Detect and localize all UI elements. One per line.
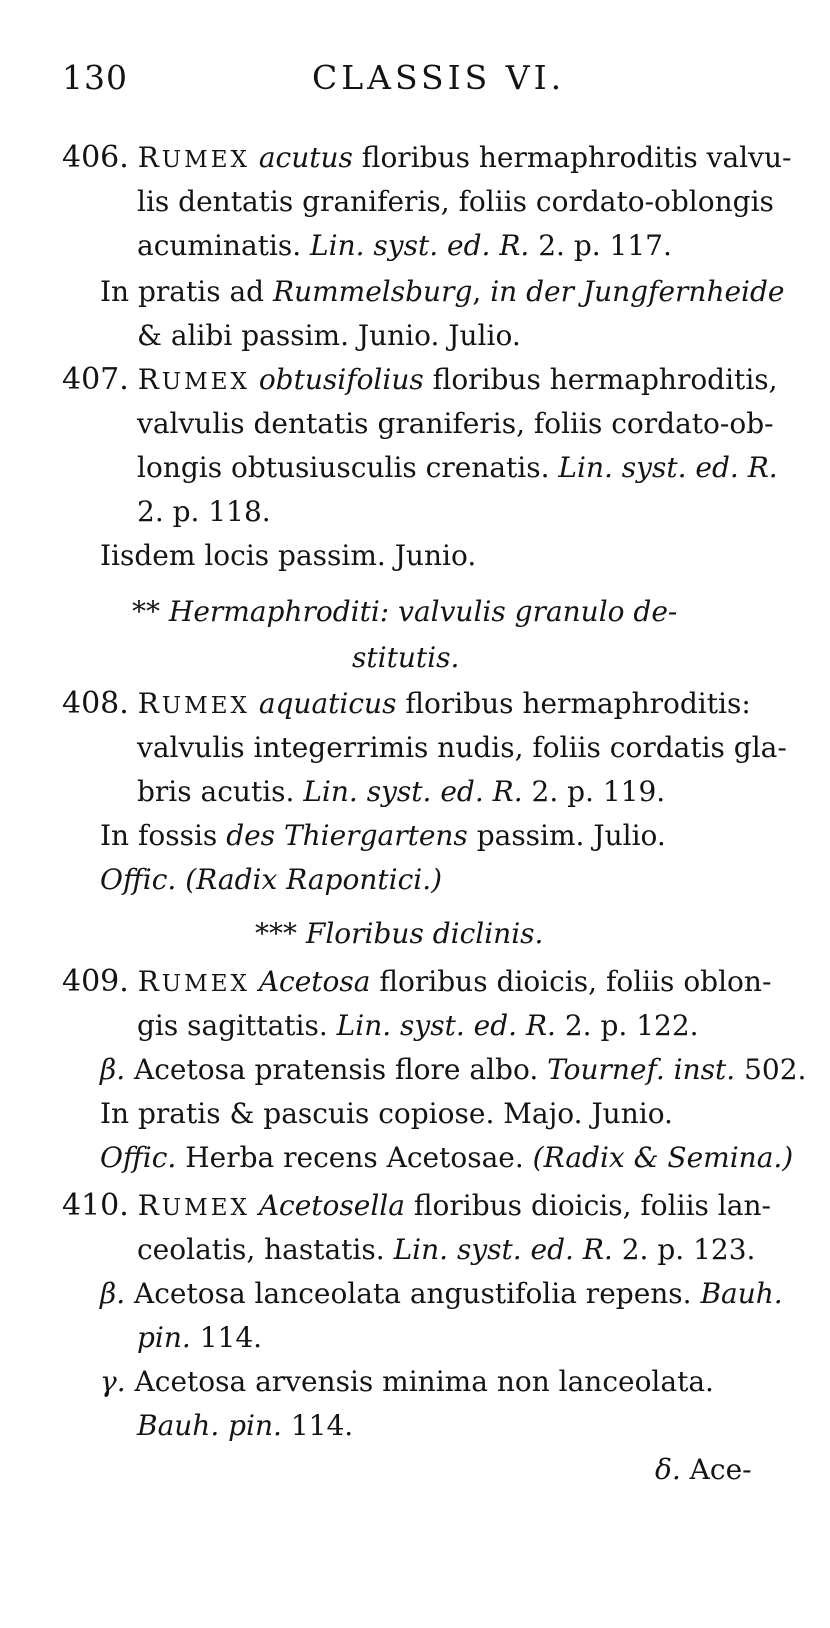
genus-smallcaps: UMEX — [161, 693, 250, 719]
text-run: Ace- — [680, 1453, 752, 1486]
italic-run: Lin. syst. ed. R. — [303, 775, 523, 808]
entry-407-line-1 — [62, 360, 778, 402]
entry-number: 407. — [62, 362, 129, 397]
text-run: 2. p. 122. — [555, 1009, 699, 1042]
text-run: acuminatis. — [137, 229, 311, 262]
text-run — [490, 229, 499, 262]
italic-run: Offic. (Radix Rapontici.) — [100, 863, 443, 896]
text-run: 502. — [735, 1053, 807, 1086]
entry-number: 410. — [62, 1188, 129, 1223]
page-number: 130 — [62, 58, 128, 97]
text-run — [250, 965, 259, 998]
entry-number: 409. — [62, 964, 129, 999]
entry-406-line-1 — [62, 138, 791, 180]
text-run: , — [472, 275, 491, 308]
text-run: floribus hermaphroditis valvu- — [352, 141, 792, 174]
entry-408-habitat — [100, 816, 666, 856]
text-run — [250, 141, 259, 174]
italic-run: Lin. syst. ed. — [310, 229, 491, 262]
text-run: longis obtusiusculis crenatis. — [137, 451, 559, 484]
entry-407-habitat — [100, 536, 476, 576]
text-run: lis dentatis graniferis, foliis cordato-oblongis — [137, 185, 774, 218]
italic-run: Bauh. pin. — [137, 1409, 282, 1442]
genus-initial: R — [137, 141, 162, 174]
genus-smallcaps: UMEX — [161, 147, 250, 173]
entry-409-habitat — [100, 1094, 673, 1134]
text-run: 2. p. 118. — [137, 495, 271, 528]
italic-run: Floribus diclinis. — [305, 917, 544, 950]
entry-number: 408. — [62, 686, 129, 721]
entry-410-variety-beta-2 — [137, 1318, 262, 1358]
genus-smallcaps: UMEX — [161, 971, 250, 997]
entry-408-line-2 — [137, 728, 787, 768]
section-heading-line-2 — [352, 638, 459, 678]
entry-406-habitat-1 — [100, 272, 785, 312]
italic-run: Acetosella — [258, 1189, 405, 1222]
italic-run: acutus — [258, 141, 353, 174]
italic-run: δ. — [655, 1453, 681, 1486]
italic-run: in der Jungfernheide — [490, 275, 785, 308]
genus-initial: R — [137, 687, 162, 720]
text-run: Acetosa pratensis flore albo. — [125, 1053, 548, 1086]
text-run — [129, 687, 138, 720]
text-run: bris acutis. — [137, 775, 304, 808]
text-run — [129, 141, 138, 174]
italic-run: pin. — [137, 1321, 191, 1354]
italic-run: Bauh. — [700, 1277, 783, 1310]
entry-409-line-1 — [62, 962, 771, 1004]
text-run — [129, 965, 138, 998]
text-run — [129, 363, 138, 396]
italic-run: Offic. — [100, 1141, 177, 1174]
italic-run: Rummelsburg — [273, 275, 473, 308]
entry-409-variety-beta — [100, 1050, 806, 1090]
text-run: 2. p. 117. — [529, 229, 672, 262]
entry-407-line-3 — [137, 448, 778, 488]
text-run: passim. Julio. — [467, 819, 666, 852]
section-heading-diclinis — [255, 914, 543, 954]
running-title: CLASSIS VI. — [312, 58, 566, 97]
text-run: Iisdem locis passim. Junio. — [100, 539, 477, 572]
text-run: gis sagittatis. — [137, 1009, 337, 1042]
text-run — [250, 1189, 259, 1222]
genus-smallcaps: UMEX — [161, 369, 250, 395]
italic-run: Lin. syst. ed. R. — [393, 1233, 613, 1266]
text-run: Herba recens Acetosae. — [176, 1141, 533, 1174]
text-run: ceolatis, hastatis. — [137, 1233, 394, 1266]
text-run: In pratis & pascuis copiose. Majo. Junio. — [100, 1097, 673, 1130]
entry-410-variety-beta-1 — [100, 1274, 783, 1314]
italic-run: Hermaphroditi: valvulis granulo de- — [168, 595, 678, 628]
entry-406-line-3 — [137, 226, 672, 266]
entry-410-variety-gamma-1 — [100, 1362, 714, 1402]
running-header — [62, 58, 782, 108]
text-run: ** — [132, 595, 169, 628]
entry-410-line-2 — [137, 1230, 755, 1270]
text-run: 114. — [281, 1409, 354, 1442]
entry-408-officinal — [100, 860, 442, 900]
section-heading-line-1 — [132, 592, 677, 632]
entry-407-line-2 — [137, 404, 774, 444]
text-run: In pratis ad — [100, 275, 273, 308]
entry-409-officinal — [100, 1138, 793, 1178]
text-run: 2. p. 123. — [612, 1233, 756, 1266]
italic-run: γ. — [100, 1365, 126, 1398]
text-run: floribus hermaphroditis, — [423, 363, 778, 396]
entry-408-line-1 — [62, 684, 751, 726]
genus-initial: R — [137, 363, 162, 396]
text-run: floribus hermaphroditis: — [396, 687, 751, 720]
italic-run: (Radix & Semina.) — [532, 1141, 794, 1174]
text-run: In fossis — [100, 819, 227, 852]
text-run: Acetosa lanceolata angustifolia repens. — [125, 1277, 701, 1310]
text-run: floribus dioicis, foliis lan- — [404, 1189, 771, 1222]
italic-run: stitutis. — [352, 641, 460, 674]
italic-run: aquaticus — [258, 687, 397, 720]
italic-run: β. — [100, 1277, 126, 1310]
italic-run: Lin. syst. ed. R. — [558, 451, 778, 484]
entry-410-variety-gamma-2 — [137, 1406, 353, 1446]
genus-initial: R — [137, 965, 162, 998]
italic-run: Lin. syst. ed. R. — [336, 1009, 556, 1042]
italic-run: Acetosa — [258, 965, 371, 998]
italic-run: obtusifolius — [258, 363, 424, 396]
text-run: Acetosa arvensis minima non lanceolata. — [125, 1365, 714, 1398]
catchword — [655, 1450, 752, 1490]
text-run: 2. p. 119. — [522, 775, 666, 808]
entry-number: 406. — [62, 140, 129, 175]
text-run: floribus dioicis, foliis oblon- — [370, 965, 772, 998]
entry-408-line-3 — [137, 772, 665, 812]
entry-409-line-2 — [137, 1006, 699, 1046]
italic-run: R. — [499, 229, 530, 262]
text-run: *** — [255, 917, 306, 950]
entry-407-line-4 — [137, 492, 271, 532]
entry-410-line-1 — [62, 1186, 771, 1228]
text-run — [250, 363, 259, 396]
text-run: valvulis integerrimis nudis, foliis cordatis gla- — [137, 731, 787, 764]
text-run — [129, 1189, 138, 1222]
genus-smallcaps: UMEX — [161, 1195, 250, 1221]
entry-406-habitat-2 — [137, 316, 521, 356]
italic-run: β. — [100, 1053, 126, 1086]
text-run: valvulis dentatis graniferis, foliis cordato-ob- — [137, 407, 774, 440]
text-run: 114. — [190, 1321, 263, 1354]
entry-406-line-2 — [137, 182, 774, 222]
text-run — [250, 687, 259, 720]
genus-initial: R — [137, 1189, 162, 1222]
italic-run: des Thiergartens — [226, 819, 468, 852]
text-run: & alibi passim. Junio. Julio. — [137, 319, 521, 352]
italic-run: Tournef. inst. — [547, 1053, 736, 1086]
